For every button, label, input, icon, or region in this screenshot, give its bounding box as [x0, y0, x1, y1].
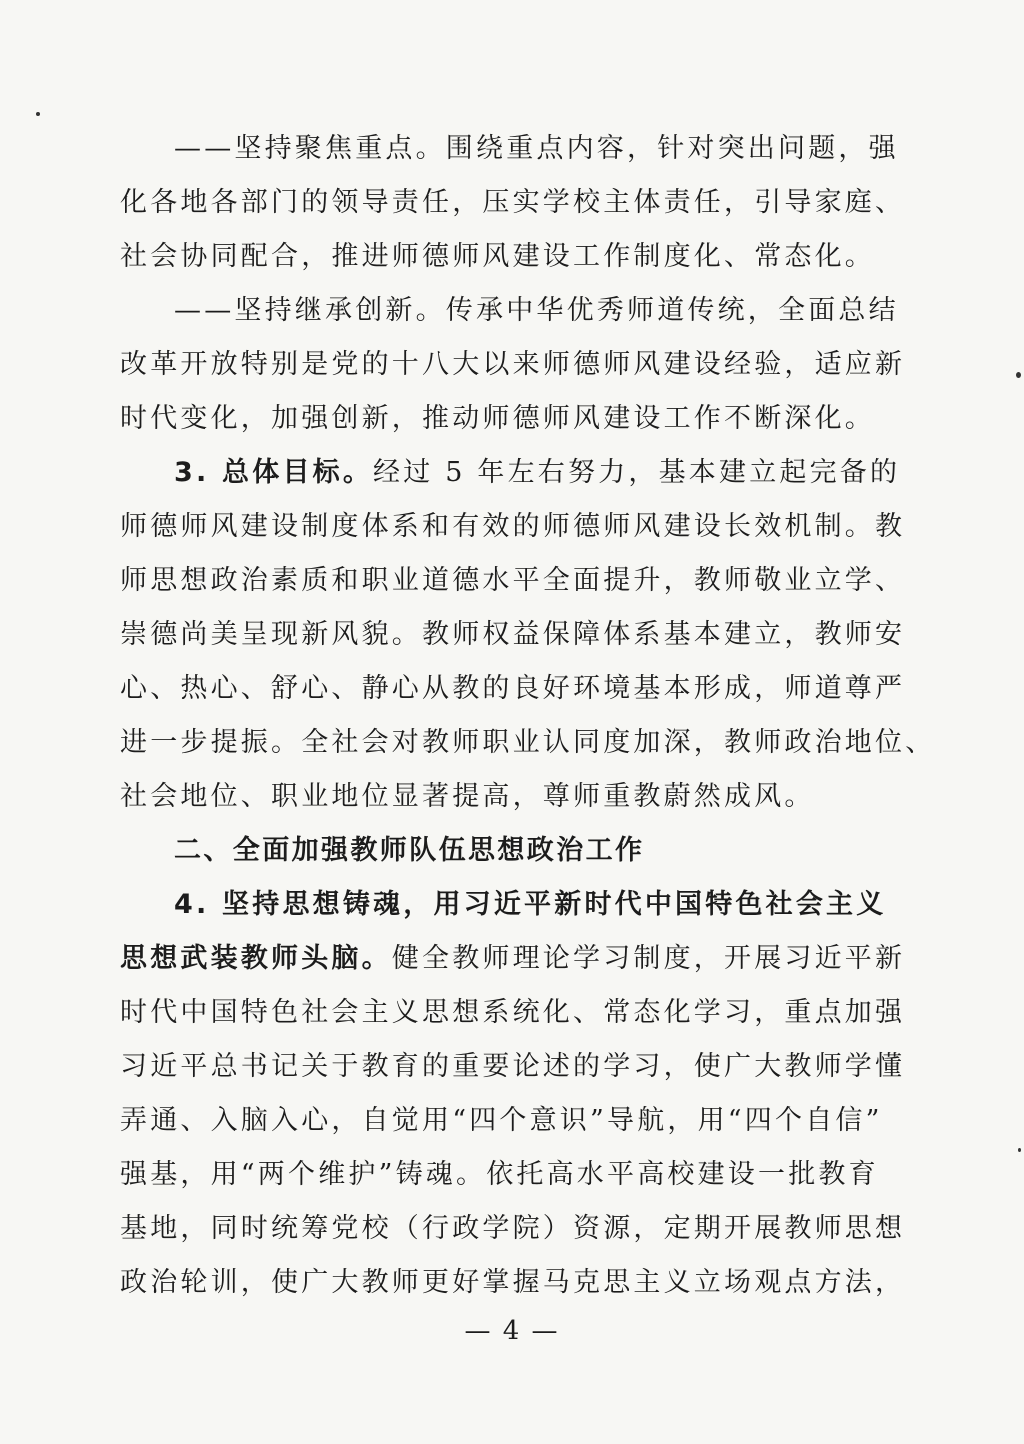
paragraph-line: 崇德尚美呈现新风貌。教师权益保障体系基本建立，教师安 — [120, 619, 906, 650]
page-number: — 4 — — [464, 1316, 560, 1346]
paragraph-text: 经过 5 年左右努力，基本建立起完备的 — [373, 457, 901, 488]
paragraph-line: 强基，用“两个维护”铸魂。依托高水平高校建设一批教育 — [120, 1159, 879, 1190]
paragraph-line: 社会地位、职业地位显著提高，尊师重教蔚然成风。 — [120, 781, 815, 812]
paragraph-line: 习近平总书记关于教育的重要论述的学习，使广大教师学懂 — [120, 1051, 906, 1082]
scan-speck — [36, 112, 40, 116]
paragraph-line — [120, 446, 901, 500]
paragraph-line: 时代变化，加强创新，推动师德师风建设工作不断深化。 — [120, 403, 875, 434]
paragraph-line: 时代中国特色社会主义思想系统化、常态化学习，重点加强 — [120, 997, 906, 1028]
paragraph-line: 师思想政治素质和职业道德水平全面提升，教师敬业立学、 — [120, 565, 906, 596]
item-number-heading: 3. 总体目标。 — [174, 457, 374, 488]
paragraph-line: 师德师风建设制度体系和有效的师德师风建设长效机制。教 — [120, 511, 906, 542]
scan-speck — [1018, 1148, 1021, 1152]
body-text — [120, 122, 936, 1310]
item-heading-tail: 思想武装教师头脑。 — [120, 943, 392, 974]
item-heading-line: 4. 坚持思想铸魂，用习近平新时代中国特色社会主义 — [174, 889, 887, 920]
paragraph-line: 基地，同时统筹党校（行政学院）资源，定期开展教师思想 — [120, 1213, 906, 1244]
paragraph-line: ——坚持继承创新。传承中华优秀师道传统，全面总结 — [174, 295, 899, 326]
paragraph-line: 社会协同配合，推进师德师风建设工作制度化、常态化。 — [120, 241, 875, 272]
section-heading: 二、全面加强教师队伍思想政治工作 — [174, 835, 645, 866]
paragraph-line: 弄通、入脑入心，自觉用“四个意识”导航，用“四个自信” — [120, 1105, 883, 1136]
scan-speck — [1016, 372, 1021, 378]
paragraph-line: 心、热心、舒心、静心从教的良好环境基本形成，师道尊严 — [120, 673, 906, 704]
paragraph-line: 化各地各部门的领导责任，压实学校主体责任，引导家庭、 — [120, 187, 906, 218]
paragraph-line: 改革开放特别是党的十八大以来师德师风建设经验，适应新 — [120, 349, 906, 380]
paragraph-line: ——坚持聚焦重点。围绕重点内容，针对突出问题，强 — [174, 133, 899, 164]
paragraph-text: 健全教师理论学习制度，开展习近平新 — [391, 943, 906, 974]
paragraph-line — [120, 932, 906, 986]
paragraph-line: 政治轮训，使广大教师更好掌握马克思主义立场观点方法， — [120, 1267, 906, 1298]
paragraph-line: 进一步提振。全社会对教师职业认同度加深，教师政治地位、 — [120, 727, 936, 758]
